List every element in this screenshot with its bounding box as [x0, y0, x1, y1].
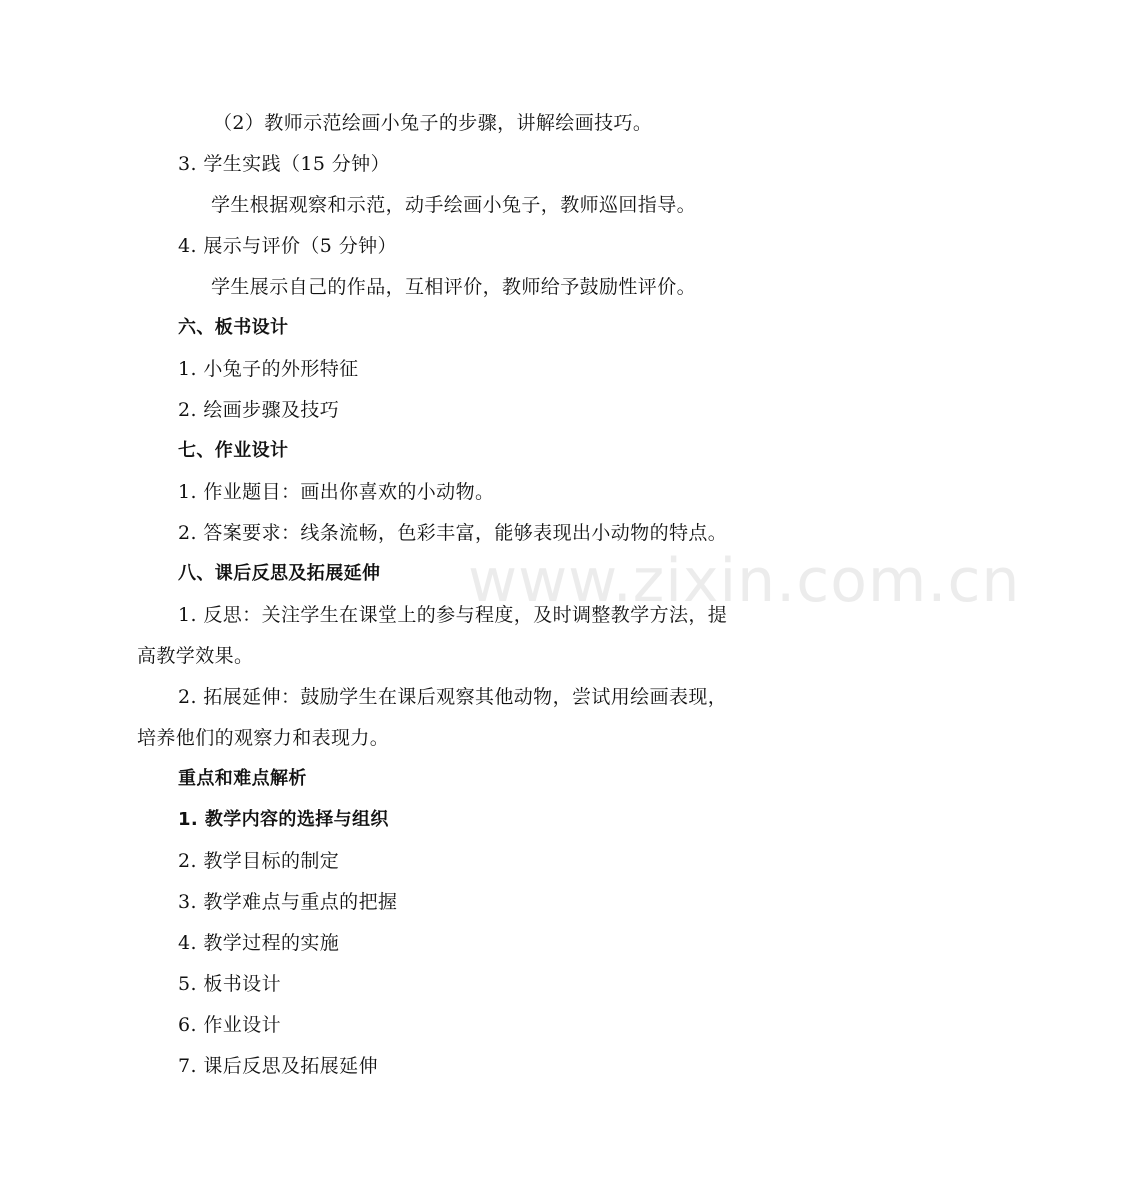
text-line: 学生展示自己的作品，互相评价，教师给予鼓励性评价。: [211, 276, 697, 298]
section-heading: 六、板书设计: [178, 317, 289, 338]
list-item: 3. 学生实践（15 分钟）: [178, 153, 390, 175]
list-item: 1. 作业题目：画出你喜欢的小动物。: [178, 481, 495, 503]
text-line: （2）教师示范绘画小兔子的步骤，讲解绘画技巧。: [213, 112, 653, 134]
watermark: www.zixin.com.cn: [468, 546, 1021, 616]
list-item: 4. 展示与评价（5 分钟）: [178, 235, 397, 257]
paragraph-line: 1. 反思：关注学生在课堂上的参与程度，及时调整教学方法，提: [178, 604, 728, 626]
text-line: 学生根据观察和示范，动手绘画小兔子，教师巡回指导。: [211, 194, 697, 216]
list-item: 3. 教学难点与重点的把握: [178, 891, 398, 913]
list-item: 2. 教学目标的制定: [178, 850, 340, 872]
paragraph-line: 培养他们的观察力和表现力。: [137, 727, 390, 749]
section-heading: 七、作业设计: [178, 440, 289, 461]
list-item: 7. 课后反思及拓展延伸: [178, 1055, 378, 1077]
list-item: 2. 答案要求：线条流畅，色彩丰富，能够表现出小动物的特点。: [178, 522, 728, 544]
list-item: 4. 教学过程的实施: [178, 932, 340, 954]
list-item: 6. 作业设计: [178, 1014, 281, 1036]
paragraph-line: 高教学效果。: [137, 645, 254, 667]
list-item: 5. 板书设计: [178, 973, 281, 995]
paragraph-line: 2. 拓展延伸：鼓励学生在课后观察其他动物，尝试用绘画表现，: [178, 686, 728, 708]
section-heading: 八、课后反思及拓展延伸: [178, 563, 381, 584]
list-item: 1. 小兔子的外形特征: [178, 358, 359, 380]
list-item: 2. 绘画步骤及技巧: [178, 399, 340, 421]
section-heading: 重点和难点解析: [178, 768, 307, 789]
list-item: 1. 教学内容的选择与组织: [178, 809, 389, 830]
